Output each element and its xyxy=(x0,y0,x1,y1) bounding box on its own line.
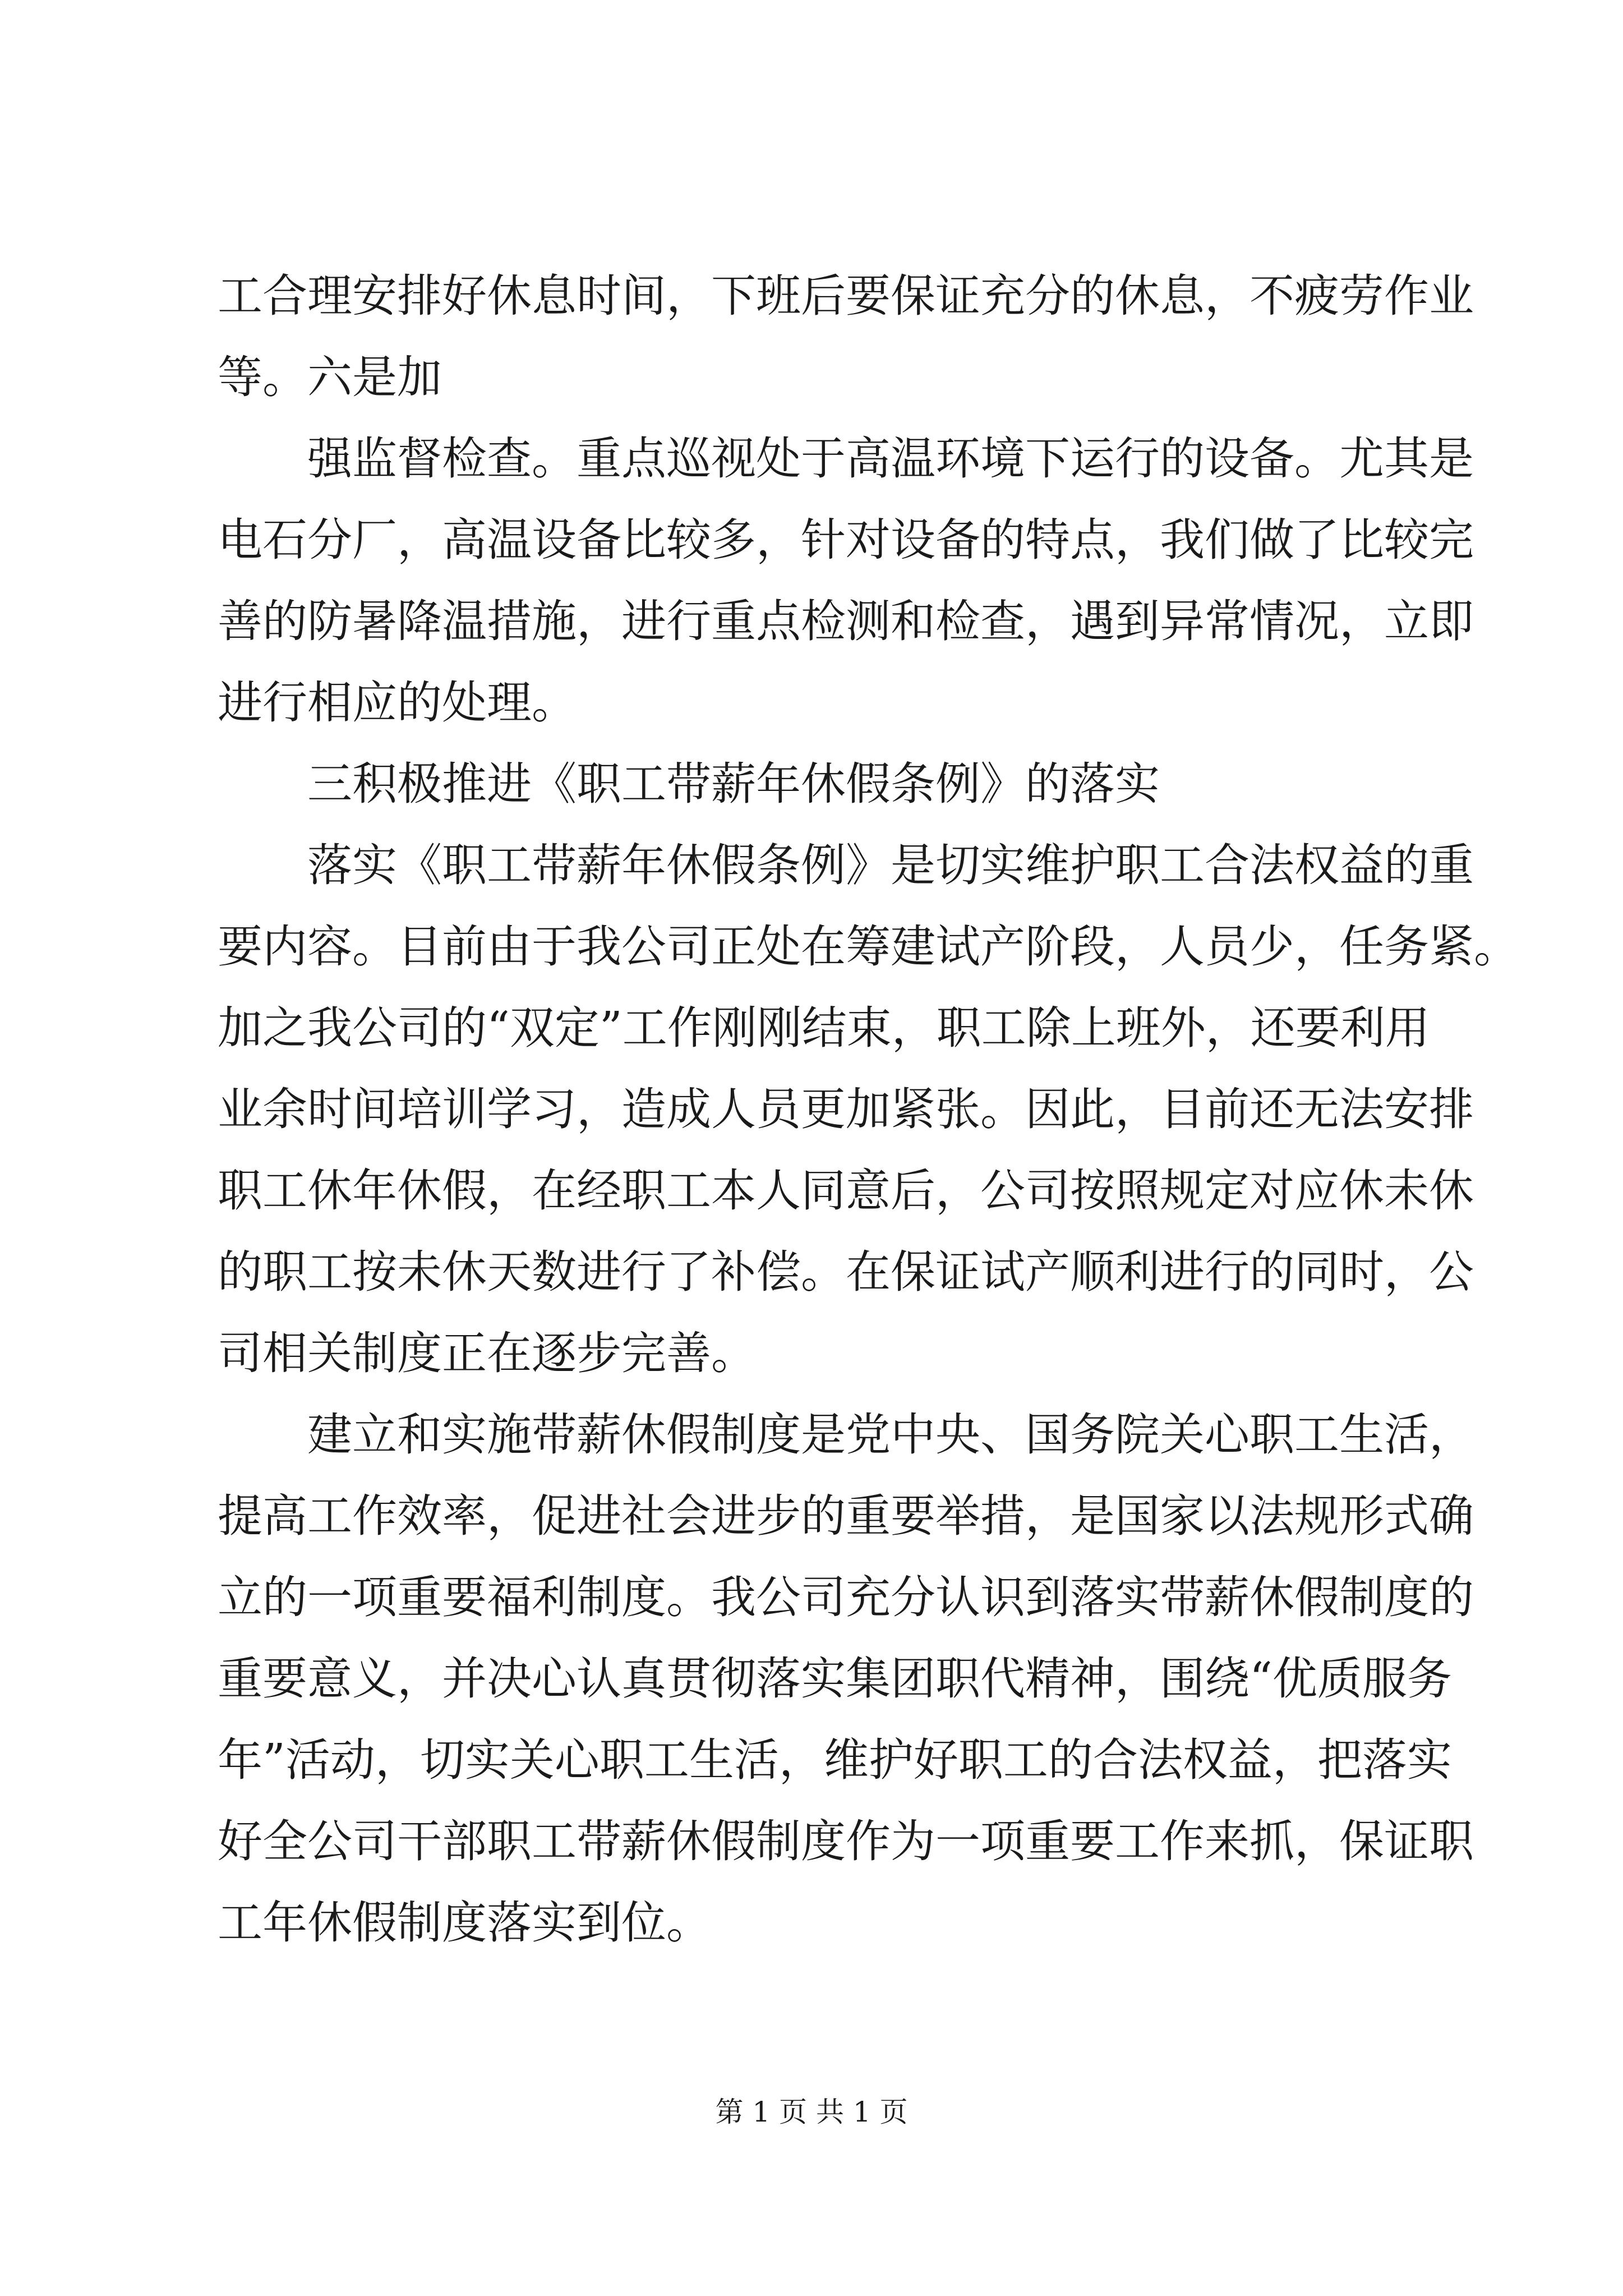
text-line: 职工休年休假，在经职工本人同意后，公司按照规定对应休未休 xyxy=(218,1165,1474,1217)
text-line: 落实《职工带薪年休假条例》是切实维护职工合法权益的重 xyxy=(307,839,1474,891)
text-line: 提高工作效率，促进社会进步的重要举措，是国家以法规形式确 xyxy=(218,1490,1474,1542)
text-line: 重要意义，并决心认真贯彻落实集团职代精神，围绕“优质服务 xyxy=(218,1653,1452,1705)
text-line: 等。六是加 xyxy=(218,351,442,403)
document-body xyxy=(218,255,1519,1963)
text-line: 好全公司干部职工带薪休假制度作为一项重要工作来抓，保证职 xyxy=(218,1815,1474,1867)
text-line: 工年休假制度落实到位。 xyxy=(218,1897,711,1949)
text-line: 司相关制度正在逐步完善。 xyxy=(218,1327,756,1379)
text-line: 立的一项重要福利制度。我公司充分认识到落实带薪休假制度的 xyxy=(218,1571,1474,1623)
page-number-label: 第 1 页 共 1 页 xyxy=(715,2096,908,2128)
text-line: 的职工按未休天数进行了补偿。在保证试产顺利进行的同时，公 xyxy=(218,1246,1474,1298)
text-line: 加之我公司的“双定”工作刚刚结束，职工除上班外，还要利用 xyxy=(218,1002,1430,1054)
text-line: 建立和实施带薪休假制度是党中央、国务院关心职工生活， xyxy=(307,1409,1474,1461)
text-line: 业余时间培训学习，造成人员更加紧张。因此，目前还无法安排 xyxy=(218,1083,1474,1135)
text-line: 电石分厂，高温设备比较多，针对设备的特点，我们做了比较完 xyxy=(218,514,1474,566)
text-line: 年”活动，切实关心职工生活，维护好职工的合法权益，把落实 xyxy=(218,1734,1452,1786)
text-line: 工合理安排好休息时间，下班后要保证充分的休息，不疲劳作业 xyxy=(218,270,1474,322)
section-heading: 三积极推进《职工带薪年休假条例》的落实 xyxy=(307,758,1160,810)
text-line: 善的防暑降温措施，进行重点检测和检查，遇到异常情况，立即 xyxy=(218,595,1474,647)
text-line: 进行相应的处理。 xyxy=(218,677,577,729)
text-line: 强监督检查。重点巡视处于高温环境下运行的设备。尤其是 xyxy=(307,432,1474,485)
page-footer xyxy=(0,2090,1623,2130)
text-line: 要内容。目前由于我公司正处在筹建试产阶段，人员少，任务紧。 xyxy=(218,921,1519,973)
